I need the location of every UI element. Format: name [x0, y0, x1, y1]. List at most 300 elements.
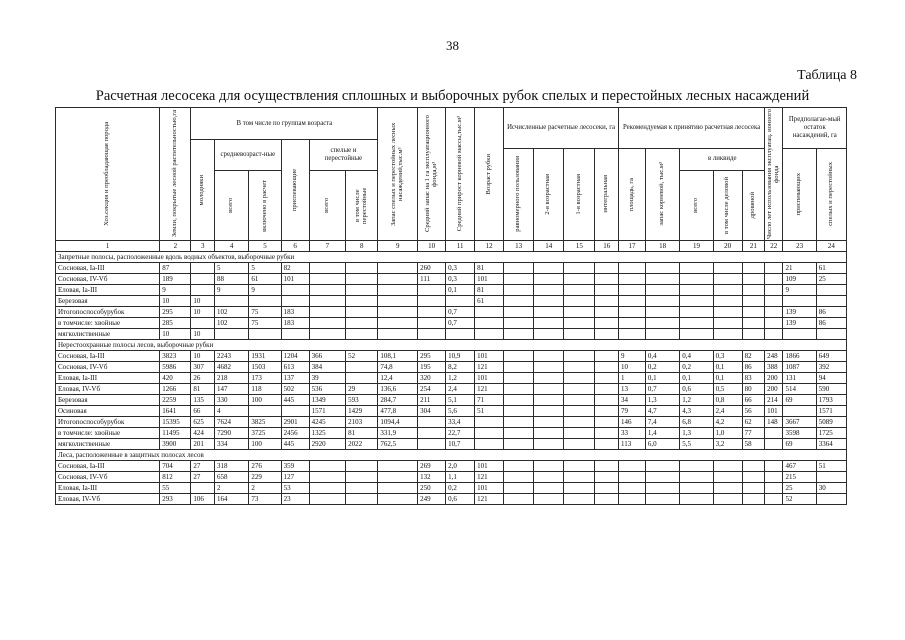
table-cell: 2 — [249, 483, 281, 494]
table-cell — [475, 307, 504, 318]
table-cell: 218 — [215, 373, 249, 384]
table-cell: 593 — [346, 395, 378, 406]
table-cell: 101 — [475, 274, 504, 285]
table-cell: 1266 — [160, 384, 191, 395]
table-cell: 0,1 — [446, 285, 475, 296]
table-cell — [645, 274, 679, 285]
table-cell — [619, 483, 646, 494]
table-cell: 10 — [191, 351, 215, 362]
column-number: 6 — [281, 241, 309, 252]
table-cell — [504, 318, 534, 329]
table-cell — [564, 351, 595, 362]
table-row — [56, 329, 847, 340]
table-cell: 81 — [191, 384, 215, 395]
table-cell: 75 — [249, 318, 281, 329]
table-cell: 9 — [783, 285, 816, 296]
table-cell — [595, 274, 619, 285]
header-uniform-use: равномерного пользования — [504, 148, 534, 241]
table-cell: 136,6 — [378, 384, 418, 395]
table-cell — [742, 472, 765, 483]
table-title: Расчетная лесосека для осуществления сплошных и выборочных рубок спелых и перестойных лесных насаждений — [95, 88, 810, 104]
column-number: 20 — [713, 241, 742, 252]
table-cell: 55 — [160, 483, 191, 494]
table-cell — [619, 329, 646, 340]
table-cell — [378, 483, 418, 494]
table-cell — [713, 472, 742, 483]
table-cell — [713, 285, 742, 296]
table-cell: 0,6 — [446, 494, 475, 505]
column-number: 9 — [378, 241, 418, 252]
table-row — [56, 362, 847, 373]
table-cell — [595, 384, 619, 395]
row-label: Сосновая, IV-Vб — [56, 362, 160, 373]
table-cell — [783, 329, 816, 340]
table-cell: 1571 — [309, 406, 346, 417]
table-cell — [765, 461, 783, 472]
table-cell: 102 — [215, 318, 249, 329]
table-cell: 10,9 — [446, 351, 475, 362]
column-number: 15 — [564, 241, 595, 252]
table-cell — [680, 307, 713, 318]
table-cell — [564, 384, 595, 395]
table-cell: 52 — [346, 351, 378, 362]
table-cell: 0,6 — [680, 384, 713, 395]
table-cell: 10 — [191, 329, 215, 340]
table-cell — [713, 318, 742, 329]
table-cell — [564, 417, 595, 428]
table-cell — [765, 483, 783, 494]
table-cell — [595, 362, 619, 373]
row-label: Осиновая — [56, 406, 160, 417]
header-liquid-total: всего — [680, 171, 713, 241]
table-cell — [378, 461, 418, 472]
table-cell: 1,1 — [446, 472, 475, 483]
table-cell: 1725 — [816, 428, 846, 439]
table-cell — [765, 274, 783, 285]
table-cell: 33 — [619, 428, 646, 439]
table-cell: 3900 — [160, 439, 191, 450]
table-cell: 8,2 — [446, 362, 475, 373]
table-cell — [680, 483, 713, 494]
table-row — [56, 318, 847, 329]
table-cell: 211 — [418, 395, 446, 406]
table-cell: 3725 — [249, 428, 281, 439]
table-cell — [564, 274, 595, 285]
table-cell: 613 — [281, 362, 309, 373]
header-remaining-stands: Предполагае-мый остаток насаждений, га — [783, 108, 847, 149]
table-cell — [281, 285, 309, 296]
row-label: Еловая, Iа-III — [56, 483, 160, 494]
table-row — [56, 263, 847, 274]
table-cell: 39 — [309, 373, 346, 384]
table-cell: 121 — [475, 494, 504, 505]
table-cell: 331,9 — [378, 428, 418, 439]
table-cell: 330 — [215, 395, 249, 406]
table-cell — [680, 494, 713, 505]
table-cell: 132 — [418, 472, 446, 483]
table-cell: 658 — [215, 472, 249, 483]
table-cell — [309, 483, 346, 494]
table-cell — [742, 318, 765, 329]
table-cell: 2456 — [281, 428, 309, 439]
table-cell — [309, 329, 346, 340]
table-cell — [504, 384, 534, 395]
table-cell: 295 — [418, 351, 446, 362]
table-cell — [742, 296, 765, 307]
column-number: 3 — [191, 241, 215, 252]
table-cell — [309, 494, 346, 505]
table-cell — [645, 461, 679, 472]
table-cell — [742, 494, 765, 505]
table-cell: 3823 — [160, 351, 191, 362]
table-cell: 1 — [619, 373, 646, 384]
column-number: 16 — [595, 241, 619, 252]
header-cutting-age: Возраст рубки — [475, 108, 504, 241]
table-cell: 33,4 — [446, 417, 475, 428]
table-cell — [534, 285, 564, 296]
table-cell — [378, 318, 418, 329]
table-cell — [742, 285, 765, 296]
table-cell: 704 — [160, 461, 191, 472]
table-cell — [595, 428, 619, 439]
table-cell: 3,2 — [713, 439, 742, 450]
table-cell: 1571 — [816, 406, 846, 417]
table-cell: 81 — [475, 263, 504, 274]
table-cell: 5 — [249, 263, 281, 274]
table-cell — [281, 406, 309, 417]
table-cell — [534, 296, 564, 307]
row-label: Сосновая, Iа-III — [56, 263, 160, 274]
table-cell: 2,4 — [446, 384, 475, 395]
column-number: 19 — [680, 241, 713, 252]
table-cell — [309, 307, 346, 318]
table-cell: 81 — [346, 428, 378, 439]
table-cell — [346, 494, 378, 505]
table-cell — [346, 318, 378, 329]
table-cell: 284,7 — [378, 395, 418, 406]
table-cell — [346, 263, 378, 274]
table-cell — [713, 263, 742, 274]
table-cell: 4245 — [309, 417, 346, 428]
row-label: в томчисле: хвойные — [56, 428, 160, 439]
table-cell: 3667 — [783, 417, 816, 428]
table-cell — [713, 307, 742, 318]
table-cell: 101 — [765, 406, 783, 417]
table-cell — [595, 417, 619, 428]
table-cell — [645, 329, 679, 340]
table-cell — [446, 329, 475, 340]
table-cell — [191, 263, 215, 274]
row-label: Сосновая, IV-Vб — [56, 274, 160, 285]
column-number: 23 — [783, 241, 816, 252]
table-cell — [564, 307, 595, 318]
table-cell — [564, 362, 595, 373]
table-cell — [504, 417, 534, 428]
table-cell: 27 — [191, 461, 215, 472]
table-row — [56, 307, 847, 318]
table-cell: 26 — [191, 373, 215, 384]
table-cell: 61 — [816, 263, 846, 274]
forest-cutting-table — [55, 107, 847, 505]
table-cell — [534, 461, 564, 472]
table-cell — [713, 483, 742, 494]
table-cell: 2103 — [346, 417, 378, 428]
table-cell: 86 — [816, 307, 846, 318]
table-cell — [191, 285, 215, 296]
table-cell — [619, 494, 646, 505]
table-cell — [742, 483, 765, 494]
table-cell — [504, 439, 534, 450]
header-section-species: Хоз.секция и преобладающая порода — [56, 108, 160, 241]
table-cell: 139 — [783, 307, 816, 318]
section-header-row — [56, 340, 847, 351]
table-cell — [645, 263, 679, 274]
table-cell — [346, 274, 378, 285]
table-cell — [504, 428, 534, 439]
table-cell — [191, 274, 215, 285]
table-cell: 195 — [418, 362, 446, 373]
table-row — [56, 351, 847, 362]
table-cell — [564, 494, 595, 505]
table-cell — [534, 483, 564, 494]
table-cell: 7,4 — [645, 417, 679, 428]
table-cell: 10 — [191, 296, 215, 307]
header-root-stock: запас корневой, тыс.м³ — [645, 148, 679, 241]
table-cell: 113 — [619, 439, 646, 450]
table-cell — [378, 494, 418, 505]
table-cell: 183 — [281, 307, 309, 318]
table-row — [56, 472, 847, 483]
header-avg-stock: Средний запас на 1 га эксплуатационного фонда,м³ — [418, 108, 446, 241]
table-cell: 82 — [281, 263, 309, 274]
table-cell — [595, 472, 619, 483]
table-cell: 12,4 — [378, 373, 418, 384]
table-cell: 2 — [215, 483, 249, 494]
table-cell — [534, 428, 564, 439]
table-cell: 285 — [160, 318, 191, 329]
table-cell — [475, 329, 504, 340]
table-cell: 53 — [281, 483, 309, 494]
table-cell: 5,5 — [680, 439, 713, 450]
table-cell: 25 — [783, 483, 816, 494]
table-cell: 100 — [249, 395, 281, 406]
table-cell — [534, 318, 564, 329]
table-cell: 1,2 — [680, 395, 713, 406]
table-cell: 62 — [742, 417, 765, 428]
table-cell: 61 — [249, 274, 281, 285]
row-label: мягколиственные — [56, 439, 160, 450]
table-cell: 87 — [160, 263, 191, 274]
table-cell — [619, 274, 646, 285]
table-cell: 276 — [249, 461, 281, 472]
table-cell — [534, 263, 564, 274]
table-cell — [249, 296, 281, 307]
table-cell — [534, 362, 564, 373]
table-cell: 15395 — [160, 417, 191, 428]
table-cell: 6,0 — [645, 439, 679, 450]
column-number: 8 — [346, 241, 378, 252]
table-cell — [595, 318, 619, 329]
table-cell: 29 — [346, 384, 378, 395]
table-cell — [713, 494, 742, 505]
table-cell: 21 — [783, 263, 816, 274]
table-cell — [504, 406, 534, 417]
header-avg-growth: Средний прирост корневой массы,тыс.м³ — [446, 108, 475, 241]
table-cell — [564, 472, 595, 483]
column-number: 4 — [215, 241, 249, 252]
table-cell — [595, 406, 619, 417]
table-cell — [765, 428, 783, 439]
table-cell: 2243 — [215, 351, 249, 362]
table-cell: 77 — [742, 428, 765, 439]
table-cell — [816, 494, 846, 505]
table-cell — [418, 329, 446, 340]
table-cell: 108,1 — [378, 351, 418, 362]
table-cell — [680, 263, 713, 274]
table-cell — [215, 329, 249, 340]
table-cell — [504, 307, 534, 318]
table-cell: 127 — [281, 472, 309, 483]
table-cell: 424 — [191, 428, 215, 439]
table-row — [56, 494, 847, 505]
table-cell: 4 — [215, 406, 249, 417]
table-cell — [504, 494, 534, 505]
table-row — [56, 296, 847, 307]
table-row — [56, 274, 847, 285]
table-cell: 250 — [418, 483, 446, 494]
table-cell: 101 — [475, 373, 504, 384]
row-label: Итогопоспособурубок — [56, 417, 160, 428]
table-cell: 10,7 — [446, 439, 475, 450]
table-cell — [346, 373, 378, 384]
table-cell — [534, 351, 564, 362]
table-cell — [534, 439, 564, 450]
header-covered-land: Земли, покрытые лесной растительностью,га — [160, 108, 191, 241]
table-cell — [504, 296, 534, 307]
table-cell: 1325 — [309, 428, 346, 439]
table-cell: 0,2 — [446, 483, 475, 494]
table-cell: 3825 — [249, 417, 281, 428]
table-cell: 249 — [418, 494, 446, 505]
table-cell: 812 — [160, 472, 191, 483]
table-cell: 121 — [475, 384, 504, 395]
table-cell — [534, 307, 564, 318]
table-cell — [645, 296, 679, 307]
table-cell: 5,6 — [446, 406, 475, 417]
table-cell — [504, 362, 534, 373]
table-cell — [564, 428, 595, 439]
table-cell — [309, 461, 346, 472]
table-cell — [742, 329, 765, 340]
table-cell: 359 — [281, 461, 309, 472]
table-cell: 215 — [783, 472, 816, 483]
table-cell: 106 — [191, 494, 215, 505]
table-cell — [378, 274, 418, 285]
table-cell — [595, 373, 619, 384]
section-title: Запретные полосы, расположенные вдоль водных объектов, выборочные рубки — [56, 252, 847, 263]
table-cell: 293 — [160, 494, 191, 505]
table-cell: 5089 — [816, 417, 846, 428]
table-cell: 590 — [816, 384, 846, 395]
header-young: молодняки — [191, 140, 215, 241]
table-cell — [680, 472, 713, 483]
header-middle-aged: средневозраст-ные — [215, 140, 282, 171]
table-cell: 82 — [742, 351, 765, 362]
table-cell — [765, 472, 783, 483]
table-cell — [564, 395, 595, 406]
table-cell: 384 — [309, 362, 346, 373]
table-cell: 30 — [816, 483, 846, 494]
header-liquid: в ликвиде — [680, 148, 765, 171]
row-label: Сосновая, IV-Vб — [56, 472, 160, 483]
table-cell — [765, 439, 783, 450]
column-number: 11 — [446, 241, 475, 252]
table-cell — [504, 483, 534, 494]
column-number: 21 — [742, 241, 765, 252]
table-cell: 2022 — [346, 439, 378, 450]
table-cell — [534, 395, 564, 406]
table-cell — [680, 296, 713, 307]
table-cell: 101 — [475, 461, 504, 472]
table-cell — [619, 263, 646, 274]
table-row — [56, 406, 847, 417]
table-cell: 4,7 — [645, 406, 679, 417]
table-cell — [346, 329, 378, 340]
header-recommended-cutting: Рекомендуемая к принятию расчетная лесосека — [619, 108, 765, 149]
column-number: 1 — [56, 241, 160, 252]
table-cell: 0,3 — [713, 351, 742, 362]
table-cell — [346, 483, 378, 494]
table-cell — [534, 472, 564, 483]
table-cell — [595, 461, 619, 472]
table-cell: 71 — [475, 395, 504, 406]
header-second-age: 2-я возрастная — [534, 148, 564, 241]
table-cell: 0,7 — [446, 318, 475, 329]
table-cell — [346, 362, 378, 373]
table-cell — [645, 285, 679, 296]
table-cell: 0,2 — [645, 362, 679, 373]
table-cell — [534, 406, 564, 417]
table-cell: 0,7 — [446, 307, 475, 318]
table-cell — [765, 296, 783, 307]
table-cell: 81 — [475, 285, 504, 296]
table-cell: 1503 — [249, 362, 281, 373]
table-cell: 4,2 — [713, 417, 742, 428]
table-cell — [619, 472, 646, 483]
table-cell: 3364 — [816, 439, 846, 450]
row-label: Березовая — [56, 296, 160, 307]
table-cell — [595, 351, 619, 362]
table-cell — [645, 472, 679, 483]
table-cell: 445 — [281, 439, 309, 450]
table-cell — [475, 318, 504, 329]
table-cell: 0,3 — [446, 263, 475, 274]
table-cell — [742, 263, 765, 274]
page-number: 38 — [446, 38, 459, 53]
table-cell — [713, 461, 742, 472]
table-cell — [309, 296, 346, 307]
table-cell: 164 — [215, 494, 249, 505]
table-cell — [378, 307, 418, 318]
table-cell: 27 — [191, 472, 215, 483]
table-cell — [680, 461, 713, 472]
table-cell: 135 — [191, 395, 215, 406]
table-cell — [564, 296, 595, 307]
table-cell: 0,2 — [680, 362, 713, 373]
table-cell — [564, 483, 595, 494]
table-cell: 1931 — [249, 351, 281, 362]
table-cell: 5,1 — [446, 395, 475, 406]
